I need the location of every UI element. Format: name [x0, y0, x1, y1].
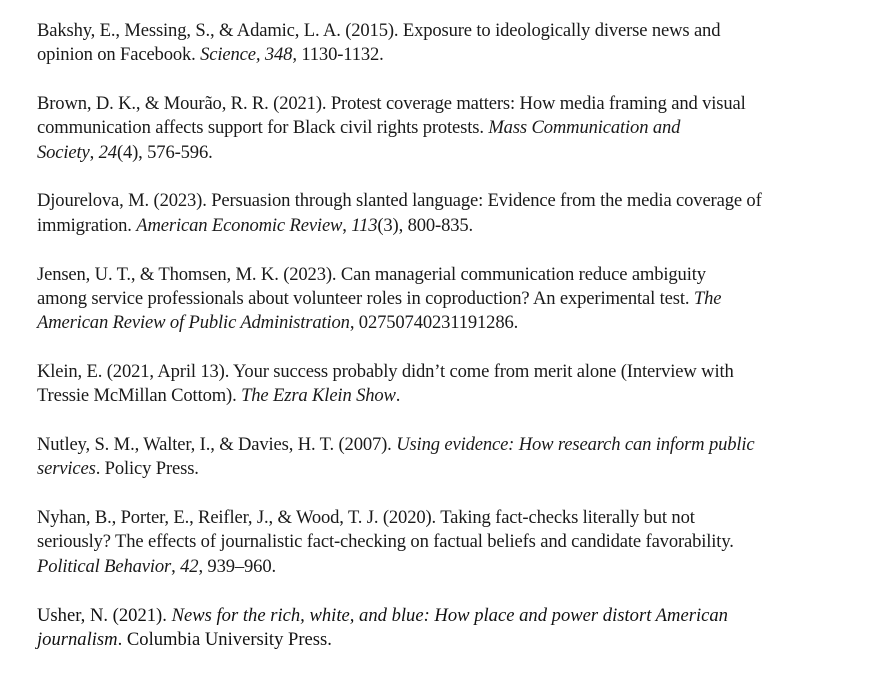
- reference-entry: [37, 263, 877, 336]
- reference-entry: [37, 506, 877, 579]
- text-segment: among service professionals about volunteer roles in coproduction? An experimental test.: [37, 287, 694, 309]
- reference-entry: [37, 360, 877, 409]
- italic-segment: Political Behavior: [37, 555, 172, 577]
- text-segment: . Policy Press.: [95, 458, 199, 480]
- reference-list: [37, 19, 877, 677]
- reference-line: [37, 311, 877, 335]
- italic-segment: journalism: [37, 628, 118, 650]
- text-segment: Nyhan, B., Porter, E., Reifler, J., & Wood, T. J. (2020). Taking fact-checks literally but not: [37, 507, 695, 529]
- italic-segment: services: [37, 458, 96, 480]
- text-segment: Usher, N. (2021).: [37, 604, 172, 626]
- text-segment: Jensen, U. T., & Thomsen, M. K. (2023). Can managerial communication reduce ambiguity: [37, 263, 706, 285]
- reference-line: [37, 263, 877, 287]
- text-segment: opinion on Facebook.: [37, 44, 201, 66]
- reference-entry: [37, 604, 877, 653]
- reference-entry: [37, 433, 877, 482]
- reference-line: [37, 116, 877, 140]
- text-segment: ,: [89, 141, 99, 163]
- reference-entry: [37, 19, 877, 68]
- italic-segment: News for the rich, white, and blue: How place and power distort American: [171, 604, 728, 626]
- text-segment: Nutley, S. M., Walter, I., & Davies, H. T. (2007).: [37, 434, 397, 456]
- text-segment: (4), 576-596.: [116, 141, 213, 163]
- italic-segment: 24: [98, 141, 117, 163]
- reference-line: [37, 43, 877, 67]
- reference-line: [37, 433, 877, 457]
- text-segment: , 02750740231191286.: [349, 312, 519, 334]
- italic-segment: Mass Communication and: [488, 117, 681, 139]
- reference-entry: [37, 92, 877, 165]
- italic-segment: 42: [180, 555, 199, 577]
- reference-line: [37, 360, 877, 384]
- reference-line: [37, 555, 877, 579]
- text-segment: .: [395, 385, 401, 407]
- text-segment: Bakshy, E., Messing, S., & Adamic, L. A. (2015). Exposure to ideologically diverse news and: [37, 20, 721, 41]
- reference-line: [37, 457, 877, 481]
- reference-entry: [37, 189, 877, 238]
- reference-line: [37, 628, 877, 652]
- text-segment: Brown, D. K., & Mourão, R. R. (2021). Protest coverage matters: How media framing and visual: [37, 93, 746, 115]
- text-segment: , 939–960.: [198, 555, 276, 577]
- reference-line: [37, 19, 877, 43]
- italic-segment: American Review of Public Administration: [37, 312, 350, 334]
- text-segment: ,: [171, 555, 181, 577]
- reference-line: [37, 604, 877, 628]
- text-segment: Tressie McMillan Cottom).: [37, 385, 242, 407]
- italic-segment: Using evidence: How research can inform public: [396, 434, 755, 456]
- text-segment: immigration.: [37, 214, 137, 236]
- reference-line: [37, 530, 877, 554]
- italic-segment: Society: [37, 141, 90, 163]
- italic-segment: American Economic Review: [136, 214, 343, 236]
- italic-segment: 113: [351, 214, 378, 236]
- reference-line: [37, 92, 877, 116]
- reference-line: [37, 506, 877, 530]
- text-segment: . Columbia University Press.: [117, 628, 332, 650]
- reference-line: [37, 384, 877, 408]
- text-segment: 1130-1132.: [296, 44, 384, 66]
- reference-line: [37, 189, 877, 213]
- text-segment: (3), 800-835.: [377, 214, 474, 236]
- text-segment: Klein, E. (2021, April 13). Your success probably didn’t come from merit alone (Interview with: [37, 360, 734, 382]
- text-segment: seriously? The effects of journalistic fact-checking on factual beliefs and candidate favorability.: [37, 531, 734, 553]
- reference-line: [37, 214, 877, 238]
- italic-segment: Science, 348,: [200, 44, 297, 66]
- italic-segment: The Ezra Klein Show: [241, 385, 396, 407]
- reference-line: [37, 287, 877, 311]
- text-segment: Djourelova, M. (2023). Persuasion through slanted language: Evidence from the media coverage of: [37, 190, 762, 212]
- text-segment: communication affects support for Black civil rights protests.: [37, 117, 489, 139]
- reference-line: [37, 141, 877, 165]
- text-segment: ,: [342, 214, 352, 236]
- italic-segment: The: [693, 287, 722, 309]
